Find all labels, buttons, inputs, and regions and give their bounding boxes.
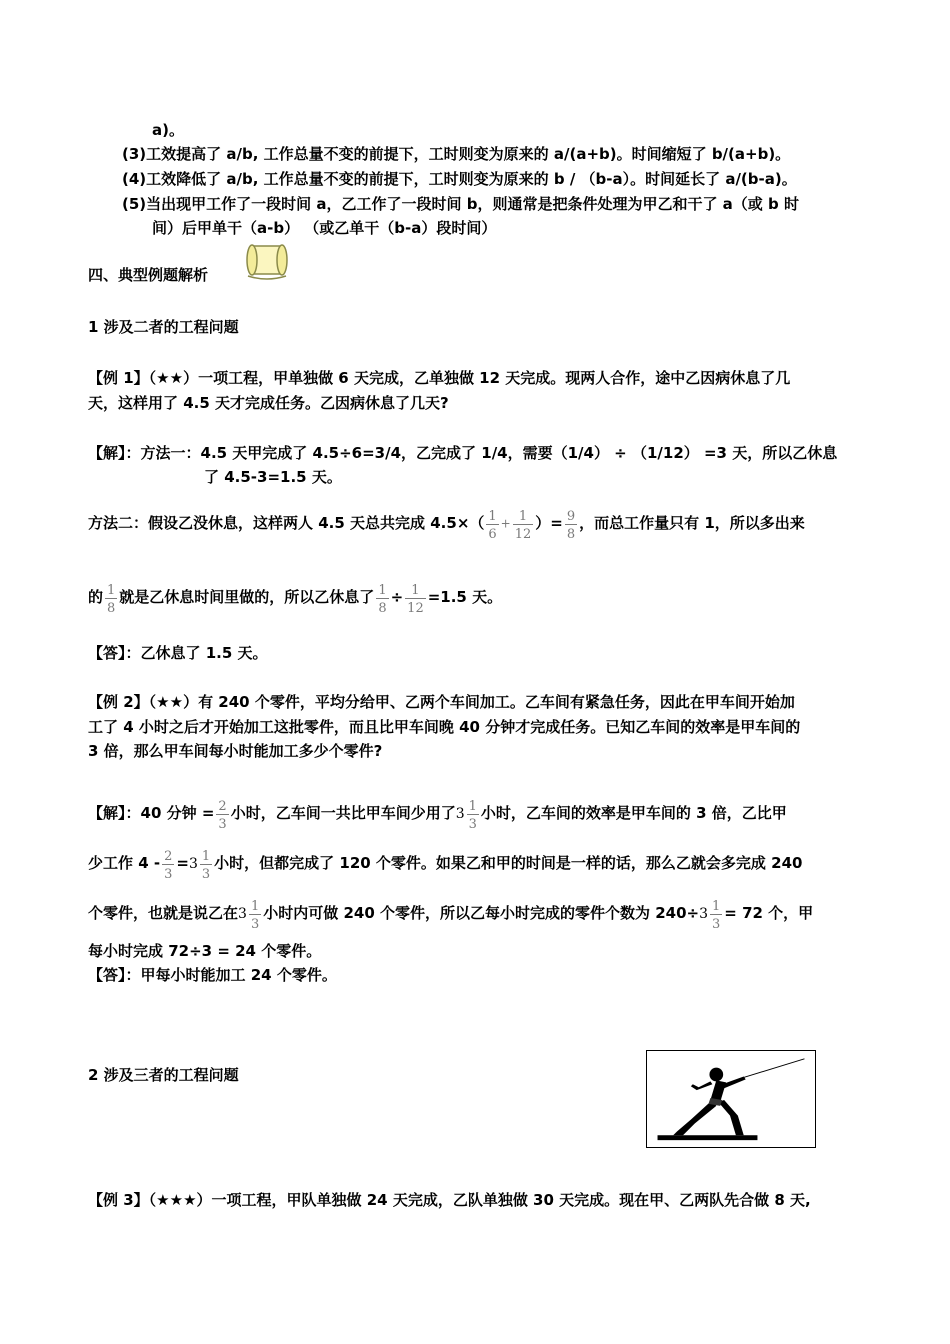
ex2-answer: 【答】：甲每小时能加工 24 个零件。	[88, 966, 337, 984]
ex1-solution-line2: 了 4.5-3=1.5 天。	[204, 468, 342, 486]
tip-3: (3)工效提高了 a/b, 工作总量不变的前提下，工时则变为原来的 a/(a+b)。时间缩短了 b/(a+b)。	[122, 145, 791, 163]
section-title: 四、典型例题解析	[88, 266, 209, 284]
ex1-solution-line1: 【解】：方法一：4.5 天甲完成了 4.5÷6=3/4，乙完成了 1/4，需要（1/4） ÷ （1/12） =3 天，所以乙休息	[88, 444, 838, 462]
scroll-icon	[244, 242, 290, 282]
ex2-question-line1: 【例 2】（★★）有 240 个零件，平均分给甲、乙两个车间加工。乙车间有紧急任务，因此在甲车间开始加	[88, 693, 795, 711]
fraction-1-6: $\frac{1}{6}$	[488, 509, 497, 542]
ex3-question-line1: 【例 3】（★★★）一项工程，甲队单独做 24 天完成，乙队单独做 30 天完成。现在甲、乙两队先合做 8 天,	[88, 1191, 811, 1209]
mixed-3-1-3: 3 $\frac{1}{3}$	[455, 799, 477, 832]
ex2-question-line2: 工了 4 小时之后才开始加工这批零件，而且比甲车间晚 40 分钟才完成任务。已知乙车间的效率是甲车间的	[88, 718, 801, 736]
ex1-method2-line2: 的 $\frac{1}{8}$ 就是乙休息时间里做的，所以乙休息了 $\frac{1}{8}$ ÷ $\frac{1}{12}$ =1.5 天。	[88, 583, 503, 616]
tip-continuation: a)。	[152, 121, 184, 139]
mixed-3-1-3d: 3 $\frac{1}{3}$	[699, 899, 721, 932]
ex2-solution-line1: 【解】：40 分钟 = $\frac{2}{3}$ 小时，乙车间一共比甲车间少用了 3 $\frac{1}{3}$ 小时，乙车间的效率是甲车间的 3 倍，乙比甲	[88, 793, 787, 834]
ex2-solution-line2: 少工作 4 - $\frac{2}{3}$ = 3 $\frac{1}{3}$ 小时，但都完成了 120 个零件。如果乙和甲的时间是一样的话，那么乙就会多完成 240	[88, 843, 802, 884]
mixed-3-1-3c: 3 $\frac{1}{3}$	[238, 899, 260, 932]
tip-4: (4)工效降低了 a/b, 工作总量不变的前提下，工时则变为原来的 b / （b-a）。时间延长了 a/(b-a)。	[122, 170, 797, 188]
fraction-2-3: $\frac{2}{3}$	[218, 799, 227, 832]
tip-5: (5)当出现甲工作了一段时间 a，乙工作了一段时间 b，则通常是把条件处理为甲乙和干了 a（或 b 时	[122, 195, 799, 213]
tip-5-cont: 间）后甲单干（a-b） （或乙单干（b-a）段时间）	[152, 219, 497, 237]
fraction-1-12b: $\frac{1}{12}$	[407, 583, 424, 616]
fencer-image	[646, 1050, 816, 1148]
fraction-1-8b: $\frac{1}{8}$	[378, 583, 387, 616]
ex2-solution-line3: 个零件，也就是说乙在 3 $\frac{1}{3}$ 小时内可做 240 个零件，所以乙每小时完成的零件个数为 240÷ 3 $\frac{1}{3}$ = 72 个，甲	[88, 893, 813, 934]
part1-title: 1 涉及二者的工程问题	[88, 318, 239, 336]
ex2-question-line3: 3 倍，那么甲车间每小时能加工多少个零件?	[88, 742, 383, 760]
ex1-question-line1: 【例 1】（★★）一项工程，甲单独做 6 天完成，乙单独做 12 天完成。现两人合作，途中乙因病休息了几	[88, 369, 791, 387]
mixed-3-1-3b: 3 $\frac{1}{3}$	[188, 849, 211, 882]
ex1-answer: 【答】：乙休息了 1.5 天。	[88, 644, 268, 662]
ex1-method2-line1: 方法二：假设乙没休息，这样两人 4.5 天总共完成 4.5×（ $\frac{1}{6}$ + $\frac{1}{12}$ ）= $\frac{9}{8}$ ，而总工作量只有 1，所以多出来	[88, 509, 805, 542]
ex2-solution-line4: 每小时完成 72÷3 = 24 个零件。	[88, 942, 322, 960]
fraction-1-8: $\frac{1}{8}$	[107, 583, 116, 616]
fraction-9-8: $\frac{9}{8}$	[566, 509, 576, 542]
ex1-question-line2: 天，这样用了 4.5 天才完成任务。乙因病休息了几天?	[88, 394, 449, 412]
fraction-1-12: $\frac{1}{12}$	[514, 509, 532, 542]
fraction-2-3b: $\frac{2}{3}$	[164, 849, 173, 882]
part2-title: 2 涉及三者的工程问题	[88, 1066, 239, 1084]
